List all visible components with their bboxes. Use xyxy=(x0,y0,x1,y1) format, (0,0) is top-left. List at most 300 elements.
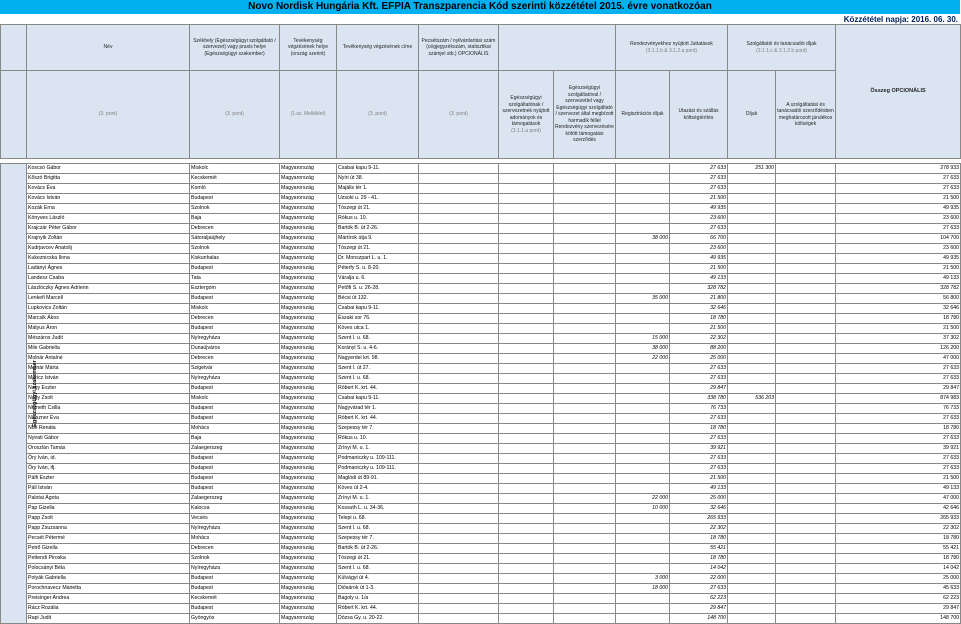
cell-id xyxy=(419,414,499,424)
cell-related-costs xyxy=(776,314,836,324)
cell-name: Rácz Rozália xyxy=(27,604,190,614)
cell-country: Magyarország xyxy=(280,454,337,464)
transparency-table xyxy=(0,24,961,624)
table-row xyxy=(1,594,961,604)
cell-travel: 265 933 xyxy=(670,514,728,524)
cell-city: Budapest xyxy=(190,464,280,474)
cell-related-costs xyxy=(776,254,836,264)
cell-fees xyxy=(728,584,776,594)
cell-sponsorship xyxy=(554,374,616,384)
cell-travel: 23 600 xyxy=(670,244,728,254)
table-row xyxy=(1,224,961,234)
cell-address: Kossuth L. u. 34-36. xyxy=(337,504,419,514)
cell-sponsorship xyxy=(554,164,616,174)
cell-total: 328 782 xyxy=(836,284,961,294)
cell-country: Magyarország xyxy=(280,364,337,374)
cell-sponsorship xyxy=(554,494,616,504)
cell-travel: 39 921 xyxy=(670,444,728,454)
cell-sponsorship xyxy=(554,344,616,354)
cell-address: Korányi S. u. 4-6. xyxy=(337,344,419,354)
cell-sponsorship xyxy=(554,184,616,194)
cell-city: Nyíregyháza xyxy=(190,374,280,384)
table-row xyxy=(1,354,961,364)
cell-travel: 148 700 xyxy=(670,614,728,624)
cell-donations xyxy=(499,364,554,374)
cell-address: Csabai kapu 9-11. xyxy=(337,164,419,174)
cell-total: 49 133 xyxy=(836,484,961,494)
cell-city: Mohács xyxy=(190,534,280,544)
cell-address: Szepessy tér 7. xyxy=(337,534,419,544)
cell-related-costs xyxy=(776,194,836,204)
cell-total: 27 633 xyxy=(836,174,961,184)
cell-total: 27 633 xyxy=(836,454,961,464)
corner-cell-2 xyxy=(1,71,27,159)
cell-travel: 27 633 xyxy=(670,164,728,174)
table-row xyxy=(1,514,961,524)
cell-travel: 32 646 xyxy=(670,504,728,514)
cell-donations xyxy=(499,394,554,404)
cell-name: Nyirati Gábor xyxy=(27,434,190,444)
events-group-ref: (3.1.1.b & 3.1.2.a pont) xyxy=(645,47,698,54)
cell-sponsorship xyxy=(554,294,616,304)
cell-donations xyxy=(499,534,554,544)
cell-city: Budapest xyxy=(190,604,280,614)
cell-donations xyxy=(499,324,554,334)
cell-total: 18 780 xyxy=(836,314,961,324)
cell-travel: 29 847 xyxy=(670,384,728,394)
cell-address: Nyíri út 38. xyxy=(337,174,419,184)
cell-city: Budapest xyxy=(190,384,280,394)
table-row xyxy=(1,184,961,194)
cell-total: 265 933 xyxy=(836,514,961,524)
cell-country: Magyarország xyxy=(280,494,337,504)
cell-id xyxy=(419,164,499,174)
cell-country: Magyarország xyxy=(280,194,337,204)
cell-fees xyxy=(728,424,776,434)
cell-donations xyxy=(499,594,554,604)
cell-sponsorship xyxy=(554,584,616,594)
cell-id xyxy=(419,364,499,374)
cell-travel: 22 302 xyxy=(670,334,728,344)
cell-city: Kiskunhalas xyxy=(190,254,280,264)
ref-address: (3. pont) xyxy=(337,71,419,159)
cell-travel: 21 500 xyxy=(670,264,728,274)
table-row xyxy=(1,484,961,494)
cell-travel: 25 000 xyxy=(670,494,728,504)
transparency-table-container xyxy=(0,24,960,624)
cell-registration xyxy=(616,604,670,614)
cell-address: Bagoly u. 1/a xyxy=(337,594,419,604)
cell-sponsorship xyxy=(554,234,616,244)
cell-travel: 49 133 xyxy=(670,274,728,284)
cell-total: 126 200 xyxy=(836,344,961,354)
cell-id xyxy=(419,304,499,314)
cell-city: Miskolc xyxy=(190,304,280,314)
cell-country: Magyarország xyxy=(280,564,337,574)
cell-name: Nagy Zsolt xyxy=(27,394,190,404)
cell-name: Preisinger Andrea xyxy=(27,594,190,604)
cell-fees xyxy=(728,304,776,314)
cell-country: Magyarország xyxy=(280,554,337,564)
table-row xyxy=(1,474,961,484)
table-row xyxy=(1,174,961,184)
cell-name: Pálfi Eszter xyxy=(27,474,190,484)
cell-address: Szent I. u. 68. xyxy=(337,374,419,384)
cell-sponsorship xyxy=(554,274,616,284)
cell-related-costs xyxy=(776,174,836,184)
cell-related-costs xyxy=(776,334,836,344)
cell-travel: 49 133 xyxy=(670,484,728,494)
cell-fees xyxy=(728,224,776,234)
table-row xyxy=(1,574,961,584)
cell-address: Rókus u. 10. xyxy=(337,214,419,224)
cell-country: Magyarország xyxy=(280,234,337,244)
cell-related-costs xyxy=(776,514,836,524)
header-events-group xyxy=(616,25,728,71)
cell-address: Bartók B. út 2-26. xyxy=(337,224,419,234)
cell-registration: 15 000 xyxy=(616,334,670,344)
table-row xyxy=(1,404,961,414)
cell-sponsorship xyxy=(554,594,616,604)
cell-travel: 27 633 xyxy=(670,584,728,594)
cell-registration xyxy=(616,544,670,554)
cell-total: 45 633 xyxy=(836,584,961,594)
table-row xyxy=(1,234,961,244)
document-title: Novo Nordisk Hungária Kft. EFPIA Transzparencia Kód szerinti közzététel 2015. évre vonatkozóan xyxy=(248,1,712,12)
cell-registration: 18 000 xyxy=(616,584,670,594)
cell-name: Kozák Erna xyxy=(27,204,190,214)
cell-id xyxy=(419,524,499,534)
donations-ref: (3.1.1.a pont) xyxy=(511,127,541,134)
cell-registration xyxy=(616,594,670,604)
cell-country: Magyarország xyxy=(280,294,337,304)
cell-city: Kecskemét xyxy=(190,174,280,184)
cell-address: Dózsa Gy. u. 20-22. xyxy=(337,614,419,624)
cell-registration xyxy=(616,424,670,434)
cell-address: Szent I. u. 68. xyxy=(337,334,419,344)
cell-donations xyxy=(499,214,554,224)
cell-registration xyxy=(616,534,670,544)
cell-registration xyxy=(616,514,670,524)
cell-sponsorship xyxy=(554,474,616,484)
cell-id xyxy=(419,284,499,294)
cell-fees xyxy=(728,604,776,614)
cell-sponsorship xyxy=(554,324,616,334)
cell-total: 27 633 xyxy=(836,374,961,384)
cell-total: 25 000 xyxy=(836,574,961,584)
cell-sponsorship xyxy=(554,254,616,264)
cell-donations xyxy=(499,414,554,424)
header-sponsorship: Egészségügyi szolgáltatóval / szervezettel vagy Egészségügyi szolgáltató / szervezet által megbízott harmadik féllel Rendezvény szervezésére kötött támogatási szerződés xyxy=(554,71,616,159)
cell-sponsorship xyxy=(554,224,616,234)
cell-related-costs xyxy=(776,184,836,194)
table-row xyxy=(1,534,961,544)
cell-donations xyxy=(499,514,554,524)
cell-address: Külvágyi út 4. xyxy=(337,574,419,584)
cell-travel: 32 646 xyxy=(670,304,728,314)
cell-total: 23 600 xyxy=(836,214,961,224)
cell-name: Molnár Márta xyxy=(27,364,190,374)
publication-date: Közzététel napja: 2016. 06. 30. xyxy=(843,15,958,24)
cell-name: Noé Renáta xyxy=(27,424,190,434)
cell-address: Szent I. út 27. xyxy=(337,364,419,374)
cell-address: Bartók B. út 2-26. xyxy=(337,544,419,554)
cell-city: Baja xyxy=(190,434,280,444)
table-header xyxy=(1,25,961,164)
cell-total: 29 847 xyxy=(836,384,961,394)
cell-donations xyxy=(499,194,554,204)
cell-total: 76 733 xyxy=(836,404,961,414)
header-name: Név xyxy=(27,25,190,71)
cell-travel: 49 935 xyxy=(670,204,728,214)
cell-total: 21 500 xyxy=(836,194,961,204)
cell-city: Budapest xyxy=(190,454,280,464)
cell-related-costs xyxy=(776,574,836,584)
cell-total: 18 780 xyxy=(836,554,961,564)
cell-city: Kalocsa xyxy=(190,504,280,514)
header-services-group xyxy=(728,25,836,71)
cell-fees xyxy=(728,534,776,544)
table-row xyxy=(1,364,961,374)
cell-donations xyxy=(499,304,554,314)
cell-registration xyxy=(616,384,670,394)
table-row xyxy=(1,204,961,214)
cell-country: Magyarország xyxy=(280,484,337,494)
cell-fees xyxy=(728,334,776,344)
cell-donations xyxy=(499,454,554,464)
cell-name: Lupkovics Zoltán xyxy=(27,304,190,314)
cell-donations xyxy=(499,494,554,504)
header-donations xyxy=(499,71,554,159)
cell-sponsorship xyxy=(554,404,616,414)
cell-registration xyxy=(616,554,670,564)
cell-id xyxy=(419,614,499,624)
cell-related-costs xyxy=(776,454,836,464)
cell-fees xyxy=(728,384,776,394)
cell-related-costs xyxy=(776,494,836,504)
cell-fees xyxy=(728,244,776,254)
cell-country: Magyarország xyxy=(280,514,337,524)
cell-id xyxy=(419,424,499,434)
table-row xyxy=(1,304,961,314)
cell-total: 47 000 xyxy=(836,494,961,504)
cell-donations xyxy=(499,614,554,624)
cell-id xyxy=(419,594,499,604)
cell-address: Mártírok útja 9. xyxy=(337,234,419,244)
cell-donations xyxy=(499,384,554,394)
cell-related-costs xyxy=(776,244,836,254)
cell-country: Magyarország xyxy=(280,254,337,264)
header-country: Tevékenység végzésének helye (ország szerint) xyxy=(280,25,337,71)
cell-city: Tata xyxy=(190,274,280,284)
cell-sponsorship xyxy=(554,604,616,614)
cell-name: Németh Csilla xyxy=(27,404,190,414)
cell-related-costs xyxy=(776,224,836,234)
cell-related-costs xyxy=(776,364,836,374)
cell-city: Baja xyxy=(190,214,280,224)
cell-registration xyxy=(616,394,670,404)
cell-total: 49 133 xyxy=(836,274,961,284)
services-group-ref: (3.1.1.c & 3.1.2.b pont) xyxy=(756,47,807,54)
table-row xyxy=(1,414,961,424)
cell-donations xyxy=(499,164,554,174)
cell-total: 37 302 xyxy=(836,334,961,344)
cell-registration: 35 000 xyxy=(616,294,670,304)
cell-related-costs xyxy=(776,324,836,334)
table-row xyxy=(1,614,961,624)
cell-city: Szolnok xyxy=(190,554,280,564)
cell-fees xyxy=(728,564,776,574)
cell-related-costs xyxy=(776,294,836,304)
cell-country: Magyarország xyxy=(280,214,337,224)
cell-id xyxy=(419,544,499,554)
table-row xyxy=(1,504,961,514)
cell-registration xyxy=(616,314,670,324)
cell-total: 27 633 xyxy=(836,364,961,374)
cell-fees xyxy=(728,474,776,484)
cell-city: Budapest xyxy=(190,414,280,424)
cell-id xyxy=(419,264,499,274)
cell-address: Szent I. u. 68. xyxy=(337,564,419,574)
cell-city: Szolnok xyxy=(190,244,280,254)
cell-country: Magyarország xyxy=(280,504,337,514)
cell-registration: 3 000 xyxy=(616,574,670,584)
cell-country: Magyarország xyxy=(280,594,337,604)
cell-city: Miskolc xyxy=(190,394,280,404)
cell-registration xyxy=(616,204,670,214)
cell-address: Róbert K. krt. 44. xyxy=(337,384,419,394)
cell-travel: 18 780 xyxy=(670,534,728,544)
cell-name: Molnár Antalné xyxy=(27,354,190,364)
cell-name: Nieszner Éva xyxy=(27,414,190,424)
cell-fees xyxy=(728,314,776,324)
cell-id xyxy=(419,514,499,524)
table-row xyxy=(1,274,961,284)
cell-name: Páll István xyxy=(27,484,190,494)
cell-travel: 27 633 xyxy=(670,434,728,444)
cell-city: Budapest xyxy=(190,474,280,484)
cell-address: Petőfi S. u. 26-28. xyxy=(337,284,419,294)
cell-name: Móricz István xyxy=(27,374,190,384)
cell-address: Telepi u. 68. xyxy=(337,514,419,524)
cell-related-costs xyxy=(776,464,836,474)
cell-sponsorship xyxy=(554,204,616,214)
cell-fees xyxy=(728,184,776,194)
cell-country: Magyarország xyxy=(280,184,337,194)
cell-fees xyxy=(728,484,776,494)
cell-related-costs xyxy=(776,274,836,284)
cell-id xyxy=(419,504,499,514)
cell-name: Pecsét Pétermé xyxy=(27,534,190,544)
cell-name: Krajnyik Zoltán xyxy=(27,234,190,244)
cell-country: Magyarország xyxy=(280,574,337,584)
cell-related-costs xyxy=(776,424,836,434)
cell-sponsorship xyxy=(554,484,616,494)
cell-travel: 22 302 xyxy=(670,524,728,534)
cell-id xyxy=(419,214,499,224)
cell-registration xyxy=(616,324,670,334)
cell-country: Magyarország xyxy=(280,344,337,354)
cell-sponsorship xyxy=(554,214,616,224)
cell-donations xyxy=(499,404,554,414)
cell-related-costs xyxy=(776,474,836,484)
cell-id xyxy=(419,434,499,444)
cell-city: Debrecen xyxy=(190,544,280,554)
cell-city: Zalaegerszeg xyxy=(190,444,280,454)
cell-registration xyxy=(616,564,670,574)
cell-country: Magyarország xyxy=(280,324,337,334)
ref-country: (1.sz. Melléklet) xyxy=(280,71,337,159)
cell-sponsorship xyxy=(554,364,616,374)
cell-total: 22 302 xyxy=(836,524,961,534)
cell-id xyxy=(419,604,499,614)
cell-address: Bécsi út 132. xyxy=(337,294,419,304)
cell-donations xyxy=(499,574,554,584)
table-row xyxy=(1,454,961,464)
cell-id xyxy=(419,254,499,264)
cell-sponsorship xyxy=(554,514,616,524)
cell-country: Magyarország xyxy=(280,244,337,254)
table-row xyxy=(1,564,961,574)
table-row xyxy=(1,264,961,274)
cell-travel: 29 847 xyxy=(670,604,728,614)
cell-donations xyxy=(499,604,554,614)
cell-address: Köves út 2-4. xyxy=(337,484,419,494)
cell-donations xyxy=(499,564,554,574)
cell-travel: 27 633 xyxy=(670,454,728,464)
cell-fees: 251 300 xyxy=(728,164,776,174)
cell-name: Papp Zsuzsanna xyxy=(27,524,190,534)
cell-name: Kovács Éva xyxy=(27,184,190,194)
cell-address: Róbert K. krt. 44. xyxy=(337,604,419,614)
cell-registration xyxy=(616,244,670,254)
cell-country: Magyarország xyxy=(280,174,337,184)
cell-id xyxy=(419,294,499,304)
cell-city: Szigetvár xyxy=(190,364,280,374)
cell-sponsorship xyxy=(554,534,616,544)
cell-donations xyxy=(499,504,554,514)
cell-sponsorship xyxy=(554,264,616,274)
cell-total: 42 646 xyxy=(836,504,961,514)
cell-id xyxy=(419,474,499,484)
cell-name: Mészáros Judit xyxy=(27,334,190,344)
cell-sponsorship xyxy=(554,384,616,394)
table-row xyxy=(1,334,961,344)
cell-travel: 21 500 xyxy=(670,474,728,484)
cell-sponsorship xyxy=(554,574,616,584)
cell-donations xyxy=(499,174,554,184)
cell-name: Krajczár Péter Gábor xyxy=(27,224,190,234)
cell-sponsorship xyxy=(554,284,616,294)
cell-registration xyxy=(616,434,670,444)
cell-fees xyxy=(728,464,776,474)
cell-donations xyxy=(499,474,554,484)
cell-sponsorship xyxy=(554,394,616,404)
header-banner xyxy=(0,0,960,14)
cell-city: Nyíregyháza xyxy=(190,524,280,534)
cell-related-costs xyxy=(776,384,836,394)
cell-total: 18 780 xyxy=(836,534,961,544)
cell-fees xyxy=(728,434,776,444)
cell-fees xyxy=(728,294,776,304)
cell-id xyxy=(419,314,499,324)
cell-travel: 18 780 xyxy=(670,554,728,564)
table-row xyxy=(1,374,961,384)
cell-city: Debrecen xyxy=(190,224,280,234)
cell-donations xyxy=(499,554,554,564)
cell-country: Magyarország xyxy=(280,394,337,404)
cell-donations xyxy=(499,464,554,474)
